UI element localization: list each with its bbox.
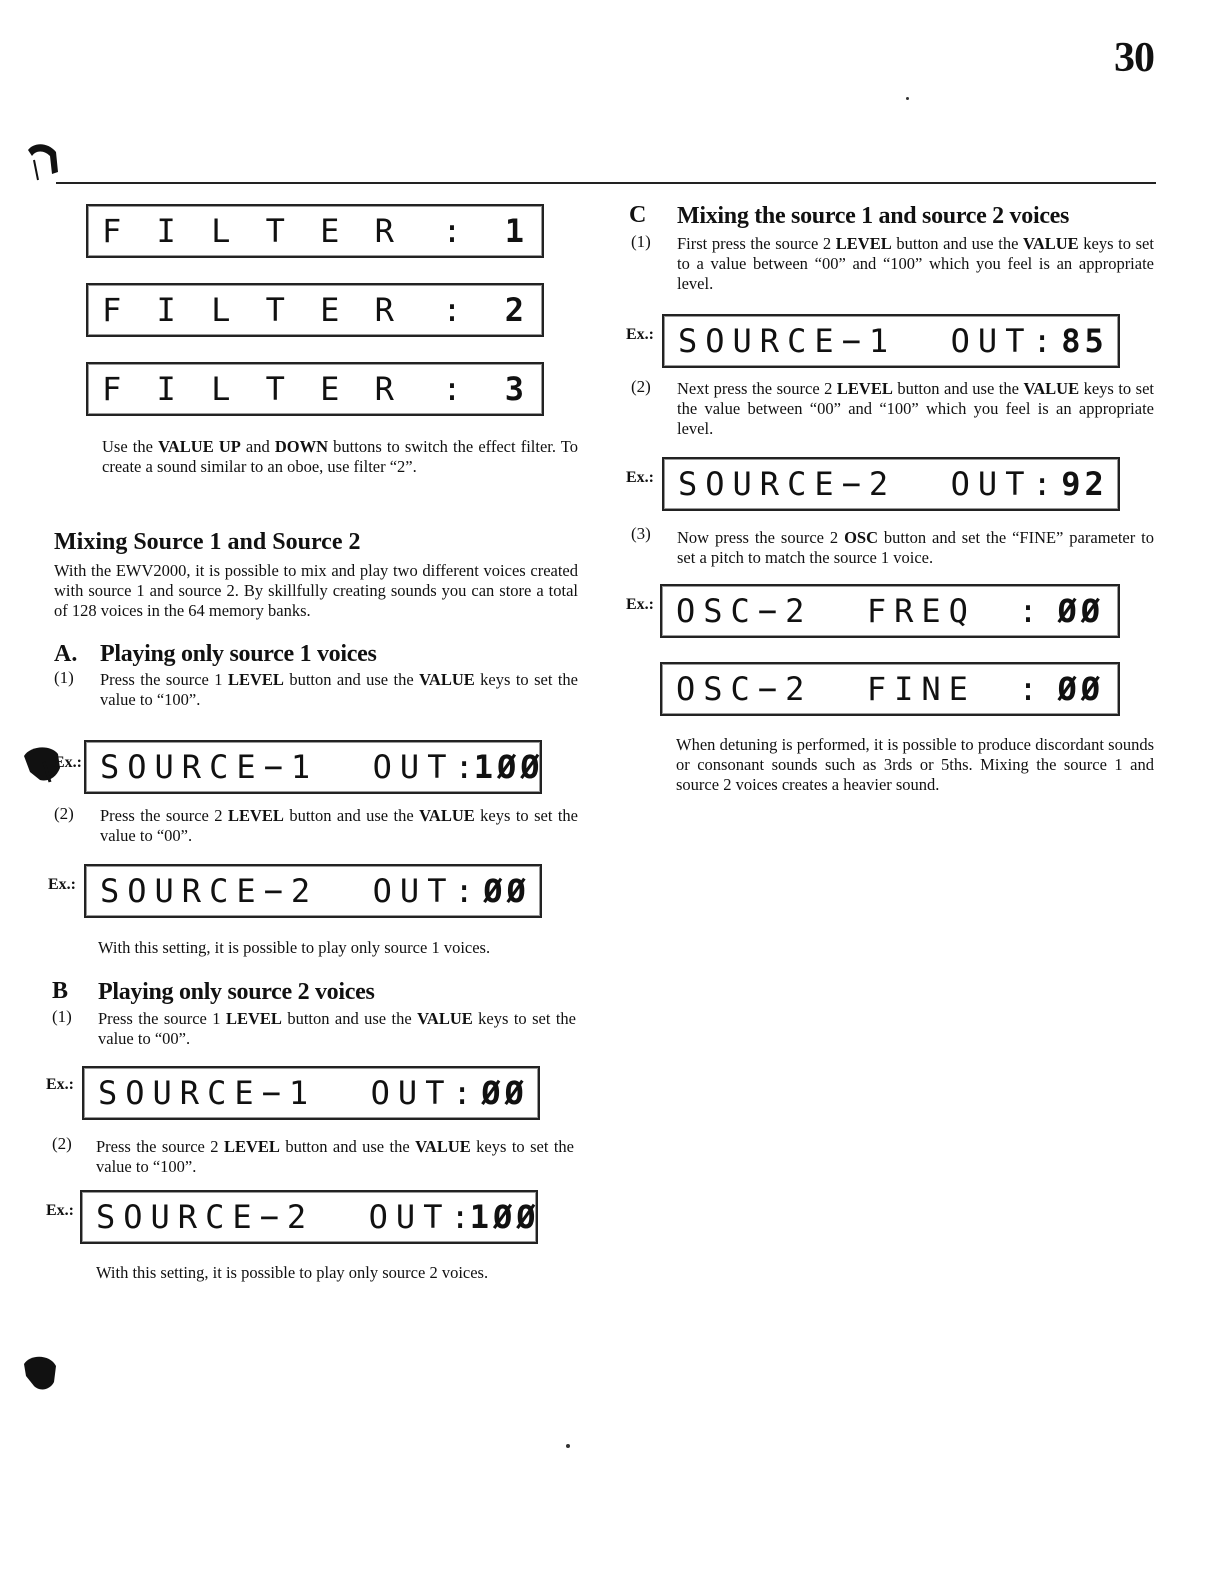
- osc2-freq-display: [660, 584, 1120, 638]
- filter-display-2: [86, 283, 544, 337]
- section-c-note: When detuning is performed, it is possible to produce discordant sounds or consonant sounds such as 3rds or 5ths. Mixing the source 1 and source 2 voices creates a heavier sound.: [676, 735, 1154, 794]
- source1-display: [662, 314, 1120, 368]
- step-number: (1): [52, 1007, 72, 1026]
- lcd-label: F I L T E R: [102, 291, 402, 329]
- lcd-value: 2: [504, 291, 528, 329]
- filter-display-1: [86, 204, 544, 258]
- example-label: Ex.:: [46, 1202, 74, 1219]
- section-b-letter: B: [52, 978, 69, 1004]
- source1-display: [84, 740, 542, 794]
- lcd-value: 85: [1061, 322, 1108, 360]
- lcd-value: ØØ: [1057, 670, 1104, 708]
- lcd-label: SOURCE−2 OUT: [96, 1198, 451, 1236]
- mixing-body: With the EWV2000, it is possible to mix and play two different voices created with source 1 and source 2. By skillfully creating sounds you can store a total of 128 voices in the 64 memory banks.: [54, 561, 578, 620]
- section-c-step3: Now press the source 2 OSC button and set the “FINE” parameter to set a pitch to match the source 1 voice.: [677, 528, 1155, 567]
- lcd-label: SOURCE−2 OUT: [100, 872, 455, 910]
- section-c-step1: First press the source 2 LEVEL button and use the VALUE keys to set to a value between “00” and “100” which you feel is an appropriate level.: [677, 234, 1154, 293]
- section-c-heading: Mixing the source 1 and source 2 voices: [677, 203, 1070, 229]
- lcd-colon: :: [1018, 670, 1038, 708]
- example-label: Ex.:: [46, 1076, 74, 1093]
- lcd-colon: :: [454, 872, 474, 910]
- top-rule: [56, 182, 1156, 184]
- lcd-value: ØØ: [483, 872, 530, 910]
- lcd-value: 3: [504, 370, 528, 408]
- lcd-colon: :: [442, 212, 462, 250]
- section-a-step1: Press the source 1 LEVEL button and use the VALUE keys to set the value to “100”.: [100, 670, 578, 709]
- example-label: Ex.:: [626, 469, 654, 486]
- filter-note: Use the VALUE UP and DOWN buttons to switch the effect filter. To create a sound similar to an oboe, use filter “2”.: [102, 437, 578, 476]
- stray-dot: [566, 1444, 570, 1448]
- section-a-letter: A.: [54, 641, 78, 667]
- step-number: (2): [54, 804, 74, 823]
- mixing-heading: Mixing Source 1 and Source 2: [54, 529, 361, 555]
- lcd-label: SOURCE−2 OUT: [678, 465, 1033, 503]
- example-label: Ex.:: [626, 596, 654, 613]
- lcd-colon: :: [452, 1074, 472, 1112]
- lcd-value: 92: [1061, 465, 1108, 503]
- section-b-note: With this setting, it is possible to play only source 2 voices.: [96, 1263, 489, 1282]
- lcd-colon: :: [1018, 592, 1038, 630]
- lcd-colon: :: [1032, 322, 1052, 360]
- lcd-colon: :: [450, 1198, 470, 1236]
- section-b-step1: Press the source 1 LEVEL button and use the VALUE keys to set the value to “00”.: [98, 1009, 576, 1048]
- section-c-letter: C: [629, 202, 647, 228]
- scan-mark-top-left: [22, 140, 62, 182]
- stray-dot: [906, 97, 909, 100]
- scan-mark-bottom-left: [20, 1352, 60, 1392]
- source2-display: [80, 1190, 538, 1244]
- lcd-label: SOURCE−1 OUT: [678, 322, 1033, 360]
- lcd-value: 1: [504, 212, 528, 250]
- section-c-step2: Next press the source 2 LEVEL button and use the VALUE keys to set the value between “00” and “100” which you feel is an appropriate level.: [677, 379, 1154, 438]
- section-a-heading: Playing only source 1 voices: [100, 641, 377, 667]
- page-number: 30: [1114, 35, 1154, 81]
- step-number: (1): [54, 668, 74, 687]
- lcd-value: ØØ: [481, 1074, 528, 1112]
- example-label: Ex.:: [48, 876, 76, 893]
- lcd-label: OSC−2 FINE: [676, 670, 976, 708]
- source1-display: [82, 1066, 540, 1120]
- section-a-step2: Press the source 2 LEVEL button and use the VALUE keys to set the value to “00”.: [100, 806, 578, 845]
- example-label: Ex.:: [626, 326, 654, 343]
- step-number: (1): [631, 232, 651, 251]
- lcd-value: ØØ: [1057, 592, 1104, 630]
- filter-display-3: [86, 362, 544, 416]
- lcd-colon: :: [442, 370, 462, 408]
- step-number: (2): [631, 377, 651, 396]
- section-b-step2: Press the source 2 LEVEL button and use the VALUE keys to set the value to “100”.: [96, 1137, 574, 1176]
- source2-display: [84, 864, 542, 918]
- example-label: Ex.:: [54, 754, 82, 771]
- section-a-note: With this setting, it is possible to play only source 1 voices.: [98, 938, 491, 957]
- lcd-value: 1ØØ: [469, 1198, 540, 1236]
- section-b-heading: Playing only source 2 voices: [98, 979, 375, 1005]
- osc2-fine-display: [660, 662, 1120, 716]
- lcd-colon: :: [442, 291, 462, 329]
- lcd-colon: :: [1032, 465, 1052, 503]
- lcd-label: F I L T E R: [102, 370, 402, 408]
- lcd-label: OSC−2 FREQ: [676, 592, 976, 630]
- source2-display: [662, 457, 1120, 511]
- step-number: (2): [52, 1134, 72, 1153]
- lcd-colon: :: [454, 748, 474, 786]
- step-number: (3): [631, 524, 651, 543]
- lcd-value: 1ØØ: [473, 748, 544, 786]
- lcd-label: SOURCE−1 OUT: [100, 748, 455, 786]
- lcd-label: F I L T E R: [102, 212, 402, 250]
- lcd-label: SOURCE−1 OUT: [98, 1074, 453, 1112]
